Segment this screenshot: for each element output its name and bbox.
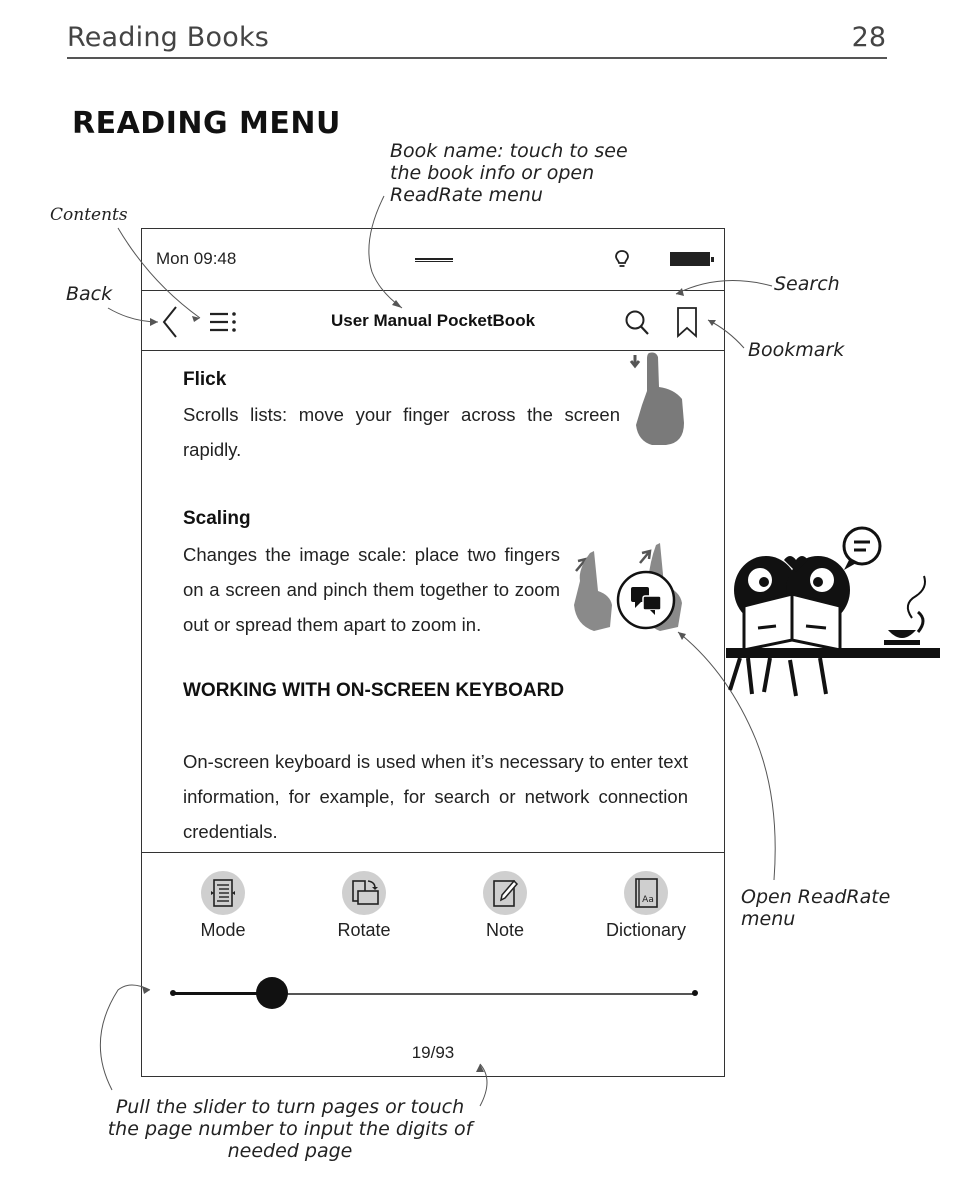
front-light-icon[interactable] xyxy=(614,249,630,269)
mode-icon xyxy=(201,871,245,915)
rotate-icon xyxy=(342,871,386,915)
readrate-icon[interactable] xyxy=(615,569,677,631)
callout-slider: Pull the slider to turn pages or touch the page number to input the digits of needed page xyxy=(107,1096,473,1162)
note-icon xyxy=(483,871,527,915)
page-number: 28 xyxy=(851,22,886,53)
callout-contents: Contents xyxy=(50,205,128,225)
reading-toolbar xyxy=(142,291,724,351)
callout-bookmark: Bookmark xyxy=(748,339,845,361)
dictionary-icon-text: Aa xyxy=(642,895,654,905)
flick-gesture-hand-icon xyxy=(612,351,692,447)
book-content[interactable] xyxy=(142,351,724,851)
keyboard-heading: WORKING WITH ON-SCREEN KEYBOARD xyxy=(183,680,565,701)
search-icon[interactable] xyxy=(624,309,650,337)
page-indicator[interactable]: 19/93 xyxy=(411,1043,455,1062)
callout-search: Search xyxy=(774,273,840,295)
callout-book-name: Book name: touch to see the book info or open ReadRate menu xyxy=(390,140,628,206)
status-bar xyxy=(142,229,724,291)
flick-heading: Flick xyxy=(183,369,227,390)
page-header-title: Reading Books xyxy=(67,22,270,53)
flick-text: Scrolls lists: move your finger across the screen rapidly. xyxy=(183,404,620,460)
dictionary-label: Dictionary xyxy=(605,920,687,940)
page-slider-end xyxy=(692,990,698,996)
dictionary-icon xyxy=(624,871,668,915)
section-title: READING MENU xyxy=(72,106,341,141)
note-button[interactable] xyxy=(450,871,560,941)
scaling-heading: Scaling xyxy=(183,508,251,529)
page-slider-start xyxy=(170,990,176,996)
callout-open-readrate: Open ReadRate menu xyxy=(741,886,891,930)
battery-icon xyxy=(670,252,710,266)
panel-handle[interactable] xyxy=(415,258,453,262)
header-rule xyxy=(67,57,887,59)
reading-menu-panel xyxy=(142,852,724,1076)
status-time: Mon 09:48 xyxy=(156,249,237,268)
rotate-button[interactable] xyxy=(309,871,419,941)
readers-illustration xyxy=(726,528,940,696)
page-slider-handle[interactable] xyxy=(256,977,288,1009)
keyboard-text: On-screen keyboard is used when it’s necessary to enter text information, for example, for search or network connection credentials. xyxy=(183,751,688,842)
mode-button[interactable] xyxy=(168,871,278,941)
book-name[interactable]: User Manual PocketBook xyxy=(330,311,536,330)
mode-label: Mode xyxy=(200,920,246,940)
note-label: Note xyxy=(485,920,525,940)
callout-back: Back xyxy=(66,283,113,305)
device-screen xyxy=(141,228,725,1077)
bookmark-icon[interactable] xyxy=(676,306,698,338)
dictionary-button[interactable] xyxy=(591,871,701,941)
scaling-text: Changes the image scale: place two fingers on a screen and pinch them together to zoom out or spread them apart to zoom in. xyxy=(183,544,560,635)
rotate-label: Rotate xyxy=(337,920,391,940)
